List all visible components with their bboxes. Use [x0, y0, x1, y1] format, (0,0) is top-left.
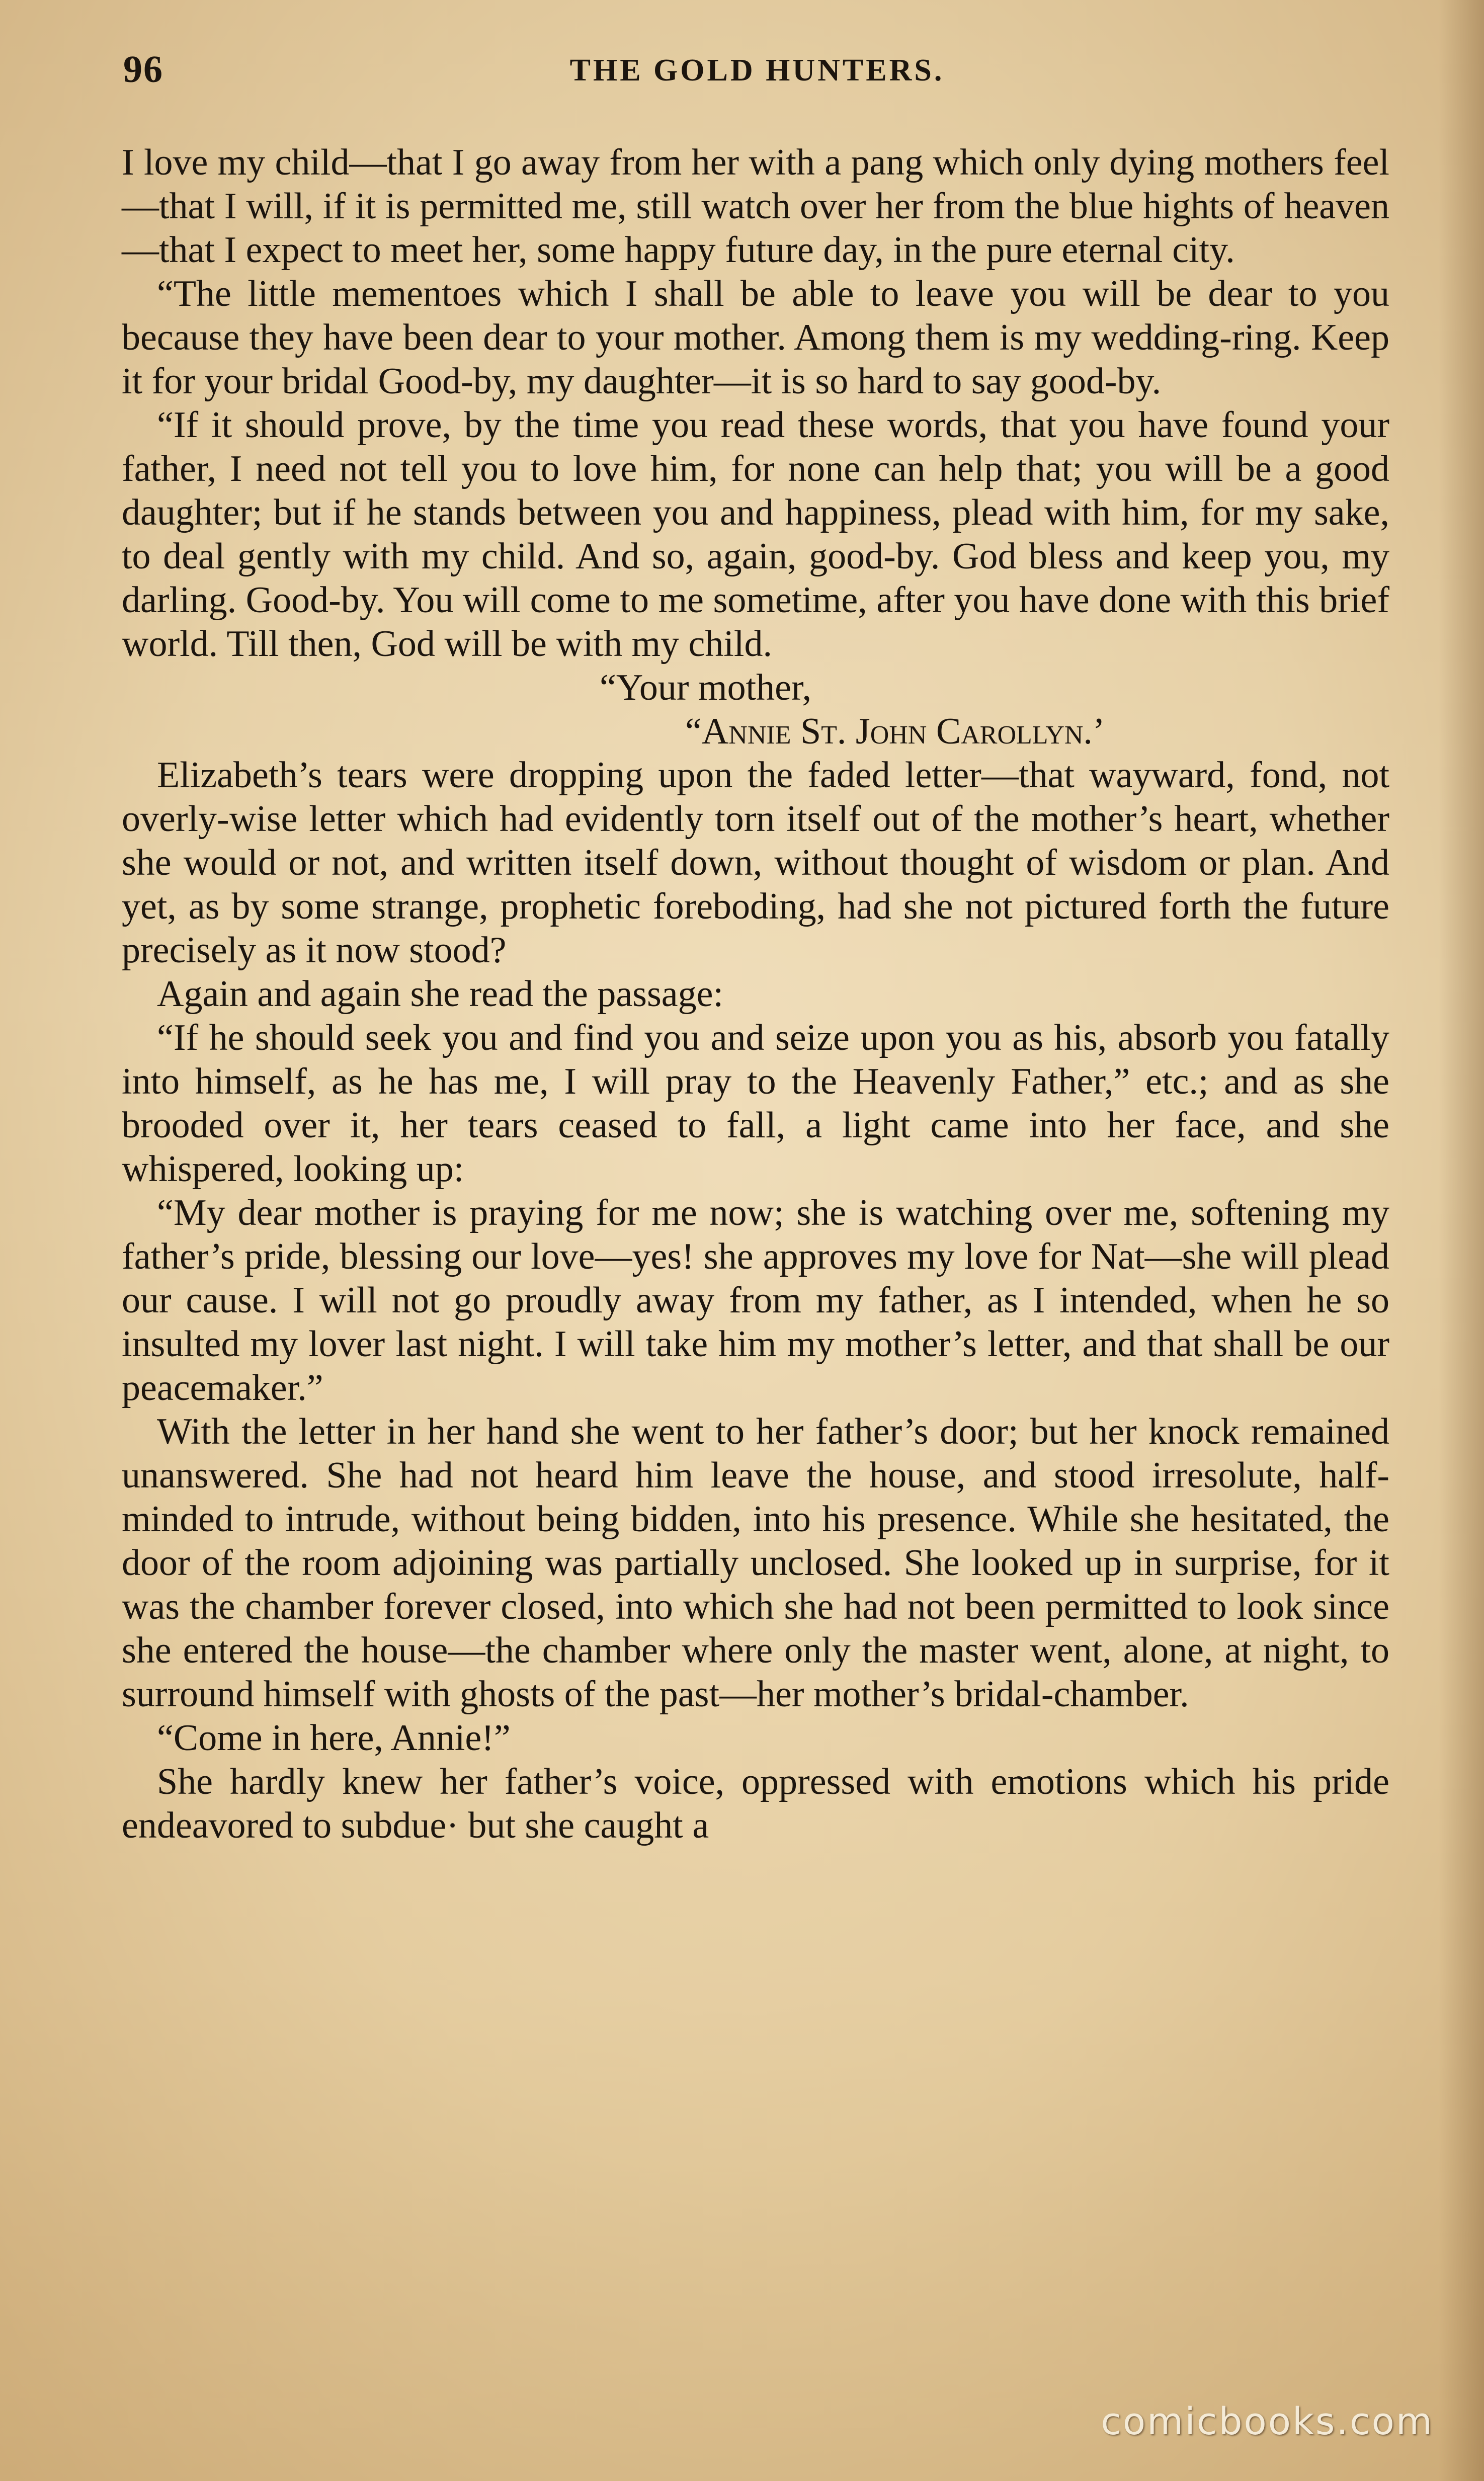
watermark-text: comicbooks.com: [1101, 2400, 1434, 2443]
paragraph-quoted-passage: “If he should seek you and find you and seize upon you as his, absorb you fatally into himself, as he has me, I will pray to the Heavenly Father,” etc.; and as she brooded over it, her tears ceased to fall, a light came into her face, and she whispered, looking up:: [122, 1017, 1389, 1190]
page-header: [123, 43, 1391, 98]
paragraph-fathers-voice: She hardly knew her father’s voice, oppressed with emotions which his pride endeavored to subdue· but she caught a: [122, 1761, 1389, 1846]
paragraph-come-in: “Come in here, Annie!”: [157, 1717, 511, 1759]
page-number: 96: [123, 48, 163, 91]
paragraph-mementoes: “The little mementoes which I shall be able to leave you will be dear to you because they have been dear to your mother. Among them is my wedding-ring. Keep it for your bridal Good-by, my daughter—it is so hard to say good-by.: [122, 273, 1389, 402]
paragraph-again: Again and again she read the passage:: [157, 973, 724, 1015]
paragraph-letter-continuation: I love my child—that I go away from her with a pang which only dying mothers feel—that I will, if it is permitted me, still watch over her from the blue hights of heaven—that I expect to meet her, some happy future day, in the pure eternal city.: [122, 142, 1389, 271]
body-text: [122, 141, 1389, 1848]
letter-closing: “Your mother,: [600, 667, 812, 708]
paragraph-fathers-door: With the letter in her hand she went to her father’s door; but her knock remained unanswered. She had not heard him leave the house, and stood irresolute, half-minded to intrude, without being bidden, into his presence. While she hesitated, the door of the room adjoining was partially unclosed. She looked up in surprise, for it was the chamber forever closed, into which she had not been permitted to look since she entered the house—the chamber where only the master went, alone, at night, to surround himself with ghosts of the past—her mother’s bridal-chamber.: [122, 1411, 1389, 1715]
paragraph-father: “If it should prove, by the time you read these words, that you have found your father, I need not tell you to love him, for none can help that; you will be a good daughter; but if he stands between you and happiness, plead with him, for my sake, to deal gently with my child. And so, again, good-by. God bless and keep you, my darling. Good-by. You will come to me sometime, after you have done with this brief world. Till then, God will be with my child.: [122, 404, 1389, 665]
running-title: THE GOLD HUNTERS.: [569, 53, 945, 88]
paragraph-mother-praying: “My dear mother is praying for me now; she is watching over me, softening my father’s pride, blessing our love—yes! she approves my love for Nat—she will plead our cause. I will not go proudly away from my father, as I intended, when he so insulted my lover last night. I will take him my mother’s letter, and that shall be our peacemaker.”: [122, 1192, 1389, 1409]
letter-signature: “Annie St. John Carollyn.’: [685, 711, 1105, 752]
paragraph-elizabeth-tears: Elizabeth’s tears were dropping upon the faded letter—that wayward, fond, not overly-wise letter which had evidently torn itself out of the mother’s heart, whether she would or not, and written itself down, without thought of wisdom or plan. And yet, as by some strange, prophetic foreboding, had she not pictured forth the future precisely as it now stood?: [122, 755, 1389, 971]
